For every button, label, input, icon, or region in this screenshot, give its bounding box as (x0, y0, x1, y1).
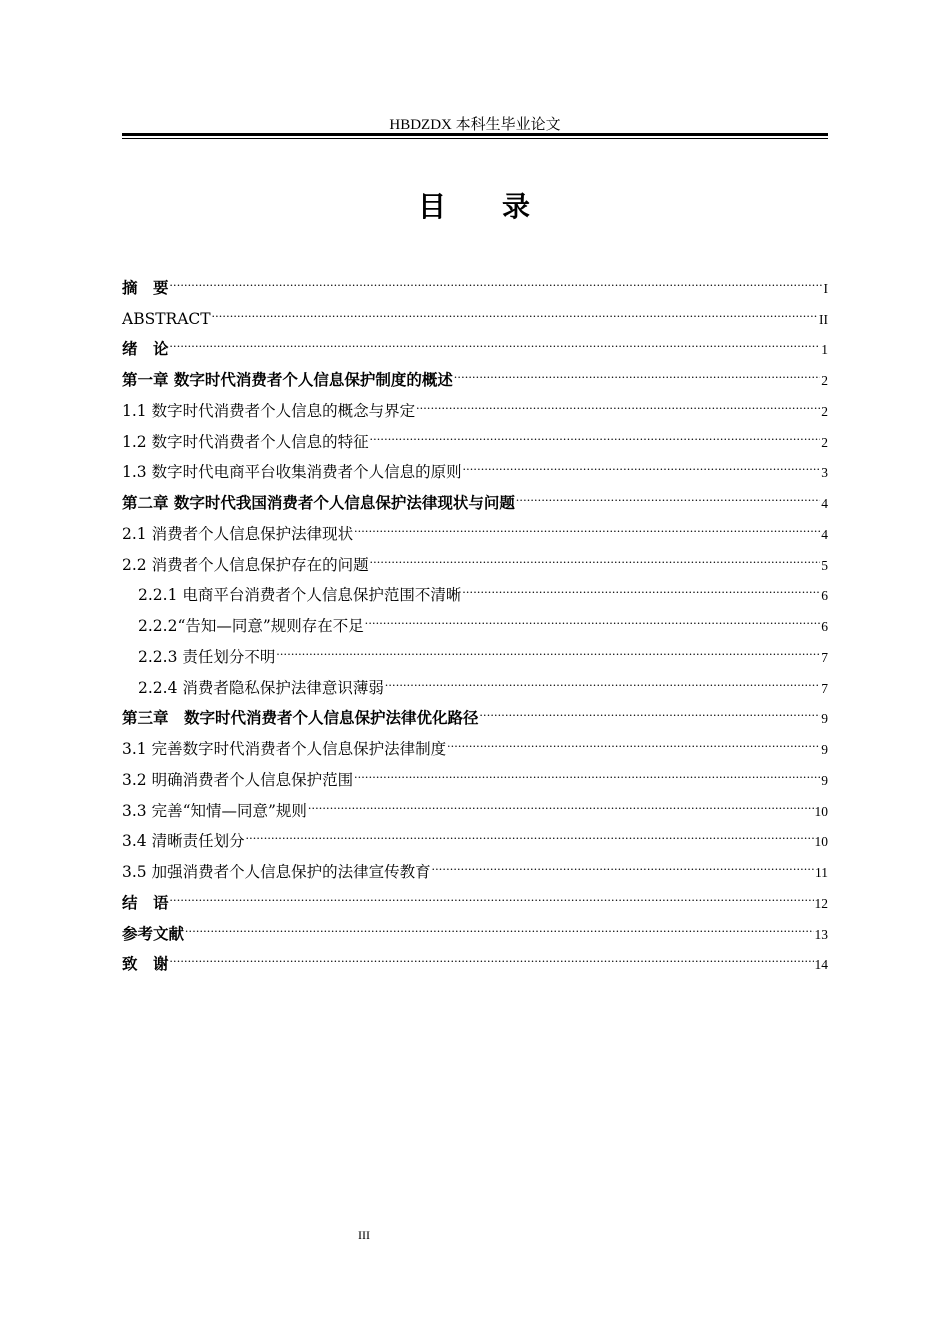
toc-entry-label: 2.1 消费者个人信息保护法律现状 (122, 524, 354, 543)
toc-entry[interactable] (122, 262, 828, 297)
toc-entry[interactable] (122, 939, 828, 974)
toc-title-char-1: 目 (417, 190, 448, 223)
toc-entry-label: ABSTRACT (122, 309, 211, 328)
toc-entry-label: 绪 论 (122, 340, 169, 359)
toc-entry-label: 3.4 清晰责任划分 (122, 832, 245, 851)
toc-dot-leader (364, 600, 820, 631)
toc-dot-leader (479, 693, 821, 724)
toc-entry-label: 第三章 数字时代消费者个人信息保护法律优化路径 (122, 709, 479, 728)
toc-entry[interactable] (122, 324, 828, 359)
toc-dot-leader (169, 324, 821, 355)
toc-dot-leader (211, 293, 818, 324)
toc-dot-leader (369, 539, 821, 570)
toc-entry-label: 3.5 加强消费者个人信息保护的法律宣传教育 (122, 863, 431, 881)
toc-dot-leader (515, 477, 820, 508)
toc-entry[interactable] (122, 877, 828, 912)
toc-entry[interactable] (122, 354, 828, 389)
toc-entry-page: 10 (814, 834, 828, 850)
toc-entry-label: 3.2 明确消费者个人信息保护范围 (122, 770, 354, 789)
toc-entry-label: 2.2.1 电商平台消费者个人信息保护范围不清晰 (138, 586, 462, 605)
toc-dot-leader (446, 723, 820, 754)
toc-entry-page: 2 (821, 434, 828, 450)
toc-entry-page: 9 (821, 772, 828, 788)
running-header: HBDZDX 本科生毕业论文 (389, 117, 561, 133)
page-number: III (358, 1228, 370, 1242)
toc-dot-leader (169, 262, 823, 293)
toc-dot-leader (453, 354, 820, 385)
toc-entry-label: 1.1 数字时代消费者个人信息的概念与界定 (122, 401, 416, 420)
toc-dot-leader (384, 662, 820, 693)
toc-entry-page: 1 (821, 342, 828, 358)
toc-entry-label: 结 语 (122, 893, 169, 912)
header-rule (122, 133, 828, 139)
toc-dot-leader (353, 508, 820, 539)
toc-entry-page: 5 (821, 557, 828, 573)
table-of-contents (122, 262, 828, 974)
toc-entry-page: 10 (814, 803, 828, 819)
toc-entry-label: 第一章 数字时代消费者个人信息保护制度的概述 (122, 371, 453, 389)
toc-dot-leader (169, 877, 814, 908)
toc-entry-label: 摘 要 (122, 278, 169, 297)
toc-entry-label: 1.2 数字时代消费者个人信息的特征 (122, 432, 369, 451)
toc-dot-leader (461, 570, 820, 601)
toc-entry-page: 4 (821, 496, 828, 511)
toc-entry-page: 6 (821, 588, 828, 604)
toc-entry-page: 12 (814, 895, 828, 911)
toc-entry[interactable] (122, 908, 828, 943)
toc-entry-page: II (819, 311, 828, 327)
toc-entry-label: 3.1 完善数字时代消费者个人信息保护法律制度 (122, 740, 447, 758)
toc-dot-leader (353, 754, 820, 785)
toc-entry-label: 2.2.3 责任划分不明 (138, 647, 276, 666)
toc-entry-page: 6 (821, 619, 828, 634)
toc-dot-leader (275, 631, 820, 662)
toc-entry-page: 2 (821, 403, 828, 419)
toc-dot-leader (462, 447, 821, 478)
toc-entry-page: 14 (814, 957, 828, 973)
toc-entry-page: 4 (821, 526, 828, 542)
toc-entry-label: 致 谢 (122, 955, 169, 974)
toc-entry-label: 2.2.4 消费者隐私保护法律意识薄弱 (138, 678, 384, 697)
toc-title-char-2: 录 (502, 190, 533, 223)
toc-entry-page: 13 (814, 926, 828, 942)
toc-entry[interactable] (122, 293, 828, 328)
toc-entry-label: 1.3 数字时代电商平台收集消费者个人信息的原则 (122, 463, 462, 482)
toc-dot-leader (245, 816, 814, 847)
toc-dot-leader (169, 939, 814, 970)
toc-entry-label: 2.2 消费者个人信息保护存在的问题 (122, 555, 369, 574)
toc-entry-label: 2.2.2“告知—同意”规则存在不足 (138, 617, 364, 635)
toc-entry-page: 9 (821, 711, 828, 727)
toc-entry-page: 2 (821, 373, 828, 388)
toc-entry-label: 第二章 数字时代我国消费者个人信息保护法律现状与问题 (122, 494, 515, 512)
toc-dot-leader (184, 908, 813, 939)
toc-dot-leader (369, 416, 821, 447)
toc-entry-label: 3.3 完善“知情—同意”规则 (122, 801, 307, 820)
toc-entry-page: 7 (821, 649, 828, 665)
toc-entry-page: 11 (815, 865, 828, 880)
toc-dot-leader (307, 785, 814, 816)
toc-entry-label: 参考文献 (122, 924, 185, 943)
toc-entry-page: 7 (821, 680, 828, 696)
toc-entry-page: 3 (821, 465, 828, 481)
toc-title (0, 187, 950, 227)
toc-dot-leader (415, 385, 820, 416)
toc-dot-leader (431, 846, 814, 877)
toc-entry-page: 9 (821, 742, 828, 757)
toc-entry-page: I (823, 280, 828, 296)
